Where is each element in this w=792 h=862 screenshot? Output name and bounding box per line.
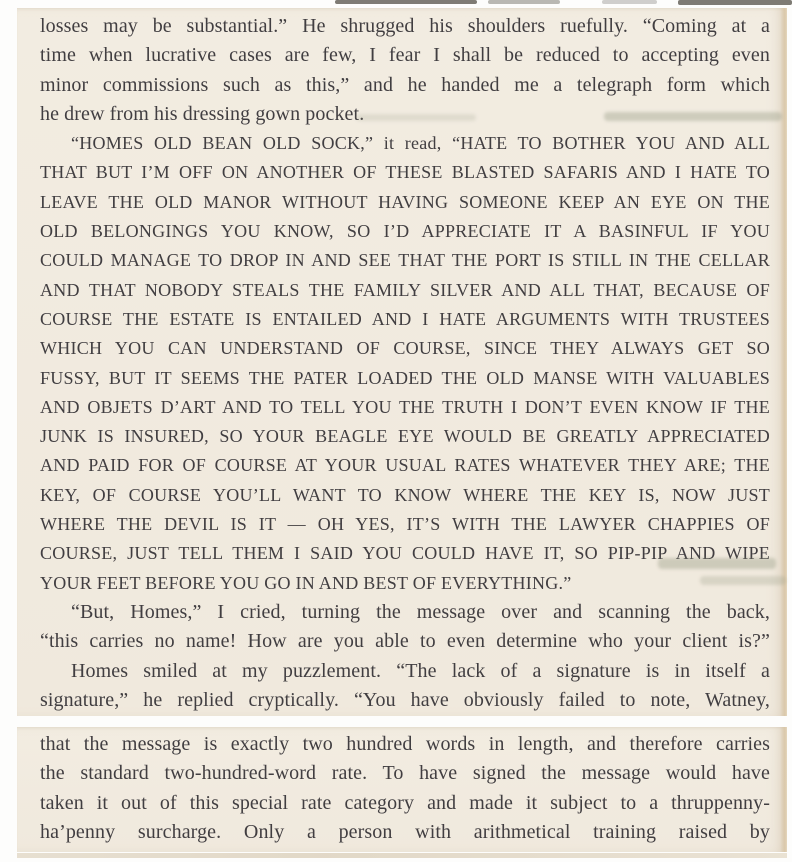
text-line: JUNK IS INSURED, SO YOUR BEAGLE EYE WOULD BE GREATLY APPRECIATED <box>40 426 770 447</box>
text-line: LEAVE THE OLD MANOR WITHOUT HAVING SOMEONE KEEP AN EYE ON THE <box>40 191 770 212</box>
text-line: COULD MANAGE TO DROP IN AND SEE THAT THE PORT IS STILL IN THE CELLAR <box>40 250 770 271</box>
text-line: signature,” he replied cryptically. “You have obviously failed to note, Watney, <box>40 688 770 711</box>
text-line: time when lucrative cases are few, I fear I shall be reduced to accepting even <box>40 44 770 67</box>
scan-block-bottom <box>17 727 787 852</box>
text-line: Homes smiled at my puzzlement. “The lack of a signature is in itself a <box>71 659 770 682</box>
scan-edge-smudge <box>602 0 657 4</box>
text-line: WHERE THE DEVIL IS IT — OH YES, IT’S WITH THE LAWYER CHAPPIES OF <box>40 514 770 535</box>
text-line: AND PAID FOR OF COURSE AT YOUR USUAL RATES WHATEVER THEY ARE; THE <box>40 455 770 476</box>
paragraph-homes-explanation <box>40 730 770 847</box>
scan-edge-smudge <box>678 0 792 5</box>
text-line: ha’penny surcharge. Only a person with arithmetical training raised by <box>40 820 770 843</box>
text-line: losses may be substantial.” He shrugged his shoulders ruefully. “Coming at a <box>40 15 770 37</box>
text-line: AND OBJETS D’ART AND TO TELL YOU THE TRUTH I DON’T EVEN KNOW IF THE <box>40 396 770 417</box>
text-line: taken it out of this special rate category and made it subject to a thruppenny- <box>40 791 770 814</box>
scan-edge-smudge <box>488 0 560 4</box>
text-line: FUSSY, BUT IT SEEMS THE PATER LOADED THE OLD MANSE WITH VALUABLES <box>40 367 770 388</box>
text-line: “this carries no name! How are you able to even determine who your client is?” <box>40 630 770 653</box>
text-line: KEY, OF COURSE YOU’LL WANT TO KNOW WHERE THE KEY IS, NOW JUST <box>40 484 770 505</box>
text-line: he drew from his dressing gown pocket. <box>40 102 365 125</box>
text-line: OLD BELONGINGS YOU KNOW, SO I’D APPRECIATE IT A BASINFUL IF YOU <box>40 221 770 242</box>
text-line: that the message is exactly two hundred words in length, and therefore carries <box>40 733 770 755</box>
text-line: “HOMES OLD BEAN OLD SOCK,” it read, “HATE TO BOTHER YOU AND ALL <box>71 133 770 154</box>
text-line: YOUR FEET BEFORE YOU GO IN AND BEST OF EVERYTHING.” <box>40 572 572 593</box>
text-line: minor commissions such as this,” and he handed me a telegraph form which <box>40 73 770 96</box>
text-line: the standard two-hundred-word rate. To have signed the message would have <box>40 762 770 785</box>
paragraph-telegram-message <box>40 129 770 598</box>
paragraph-watney-question <box>40 598 770 657</box>
text-line: THAT BUT I’M OFF ON ANOTHER OF THESE BLASTED SAFARIS AND I HATE TO <box>40 162 770 183</box>
text-line: WHICH YOU CAN UNDERSTAND OF COURSE, SINCE THEY ALWAYS GET SO <box>40 338 770 359</box>
paragraph-homes-reply <box>40 657 770 716</box>
text-line: COURSE, JUST TELL THEM I SAID YOU COULD HAVE IT, SO PIP-PIP AND WIPE <box>40 543 770 564</box>
scan-block-main <box>17 8 787 716</box>
page-edge-shading <box>780 8 787 716</box>
paragraph-narration-opening <box>40 12 770 129</box>
text-line: “But, Homes,” I cried, turning the message over and scanning the back, <box>71 600 770 623</box>
page-edge-shading <box>780 727 787 852</box>
scan-edge-smudge <box>335 0 477 4</box>
text-line: COURSE THE ESTATE IS ENTAILED AND I HATE ARGUMENTS WITH TRUSTEES <box>40 308 770 329</box>
text-line: AND THAT NOBODY STEALS THE FAMILY SILVER AND ALL THAT, BECAUSE OF <box>40 279 770 300</box>
scan-strip-bottom-edge <box>17 853 787 858</box>
